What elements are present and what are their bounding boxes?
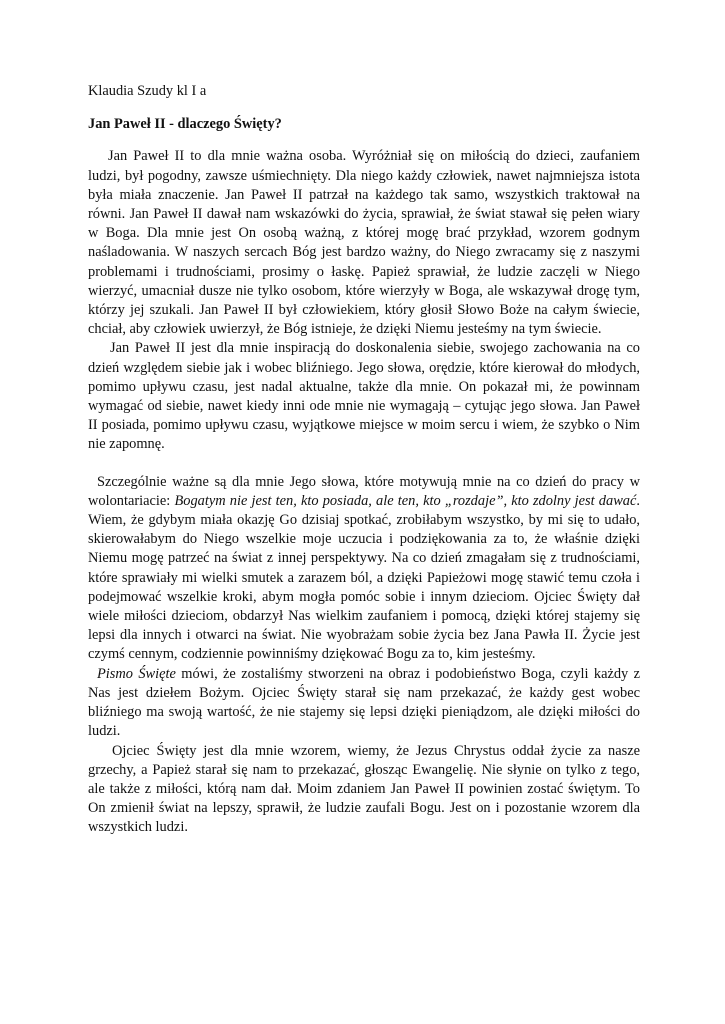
paragraph-4-italic: Pismo Święte — [97, 665, 176, 682]
paragraph-3-quote: Bogatym nie jest ten, kto posiada, ale ten, kto „rozdaje”, kto zdolny jest dawać — [174, 492, 637, 509]
paragraph-2: Jan Paweł II jest dla mnie inspiracją do doskonalenia siebie, swojego zachowania na co dzień względem siebie jak i wobec bliźniego. Jego słowa, orędzie, które kierował do młodych, pomimo upływu czasu, jest nadal aktualne, także dla mnie. On pokazał mi, że powinnam wymagać od siebie, nawet kiedy inni ode mnie nie wymagają – cytując jego słowa. Jan Paweł II posiada, pomimo upływu czasu, wyjątkowe miejsce w moim sercu i wiem, że szybko o Nim nie zapomnę. — [88, 340, 640, 453]
paragraph-4 — [88, 665, 640, 742]
paragraph-5: Ojciec Święty jest dla mnie wzorem, wiemy, że Jezus Chrystus oddał życie za nasze grzechy, a Papież starał się nam to przekazać, głosząc Ewangelię. Nie słynie on tylko z tego, ale także z miłości, którą nam dał. Moim zdaniem Jan Paweł II powinien zostać świętym. To On zmienił świat na lepszy, sprawił, że ludzie zaufali Bogu. Jest on i pozostanie wzorem dla wszystkich ludzi. — [88, 742, 640, 836]
paragraph-4-rest: mówi, że zostaliśmy stworzeni na obraz i podobieństwo Boga, czyli każdy z Nas jest dziełem Bożym. Ojciec Święty starał się nam przekazać, że każdy gest wobec bliźniego ma swoją wartość, że nie stajemy się lepsi dzięki pieniądzom, ale dzięki miłości do ludzi. — [88, 665, 641, 740]
paragraph-3-intro: Szczególnie ważne są dla mnie Jego słowa, które motywują mnie na co dzień do pracy w wolontariacie: — [88, 473, 640, 509]
paragraph-1: Jan Paweł II to dla mnie ważna osoba. Wyróżniał się on miłością do dzieci, zaufaniem ludzi, był pogodny, zawsze uśmiechnięty. Dla niego każdy człowiek, nawet najmniejsza istota była miała znaczenie. Jan Paweł II patrzał na każdego tak samo, wszystkich traktował na równi. Jan Paweł II dawał nam wskazówki do życia, sprawiał, że świat stawał się pełen wiary w Boga. Dla mnie jest On osobą ważną, z której mogę brać przykład, wzorem godnym naśladowania. W naszych sercach Bóg jest bardzo ważny, do Niego zwracamy się z naszymi problemami i trudnościami, prosimy o łaskę. Papież sprawiał, że ludzie zaczęli w Niego wierzyć, umacniał dusze nie tylko osobom, które wierzyły w Boga, ale wskazywał drogę tym, którzy jej szukali. Jan Paweł II był człowiekiem, który głosił Słowo Boże na całym świecie, chciał, aby człowiek uwierzył, że Bóg istnieje, że dzięki Niemu jesteśmy na tym świecie. — [88, 148, 640, 338]
document-page — [88, 82, 640, 838]
document-title: Jan Paweł II - dlaczego Święty? — [88, 116, 282, 133]
paragraph-3 — [88, 473, 640, 665]
author-line: Klaudia Szudy kl I a — [88, 83, 207, 99]
paragraph-3-rest: . Wiem, że gdybym miała okazję Go dzisiaj spotkać, zrobiłabym wszystko, by mi się to udało, skierowałabym do Niego wszelkie moje uczucia i podziękowania za to, że właśnie dzięki Niemu mogę patrzeć na świat z innej perspektywy. Na co dzień zmagałam się z trudnościami, które sprawiały mi wielki smutek a zarazem ból, a dzięki Papieżowi mogę stawić temu czoła i podejmować wszelkie kroki, abym mogła pomóc sobie i innym dzieciom. Ojciec Święty dał wiele miłości dzieciom, obdarzył Nas wielkim zaufaniem i pomocą, dzięki której stajemy się lepsi dla innych i otwarci na świat. Nie wyobrażam sobie życia bez Jana Pawła II. Życie jest czymś cennym, codziennie powinniśmy dziękować Bogu za to, kim jesteśmy. — [88, 492, 640, 663]
